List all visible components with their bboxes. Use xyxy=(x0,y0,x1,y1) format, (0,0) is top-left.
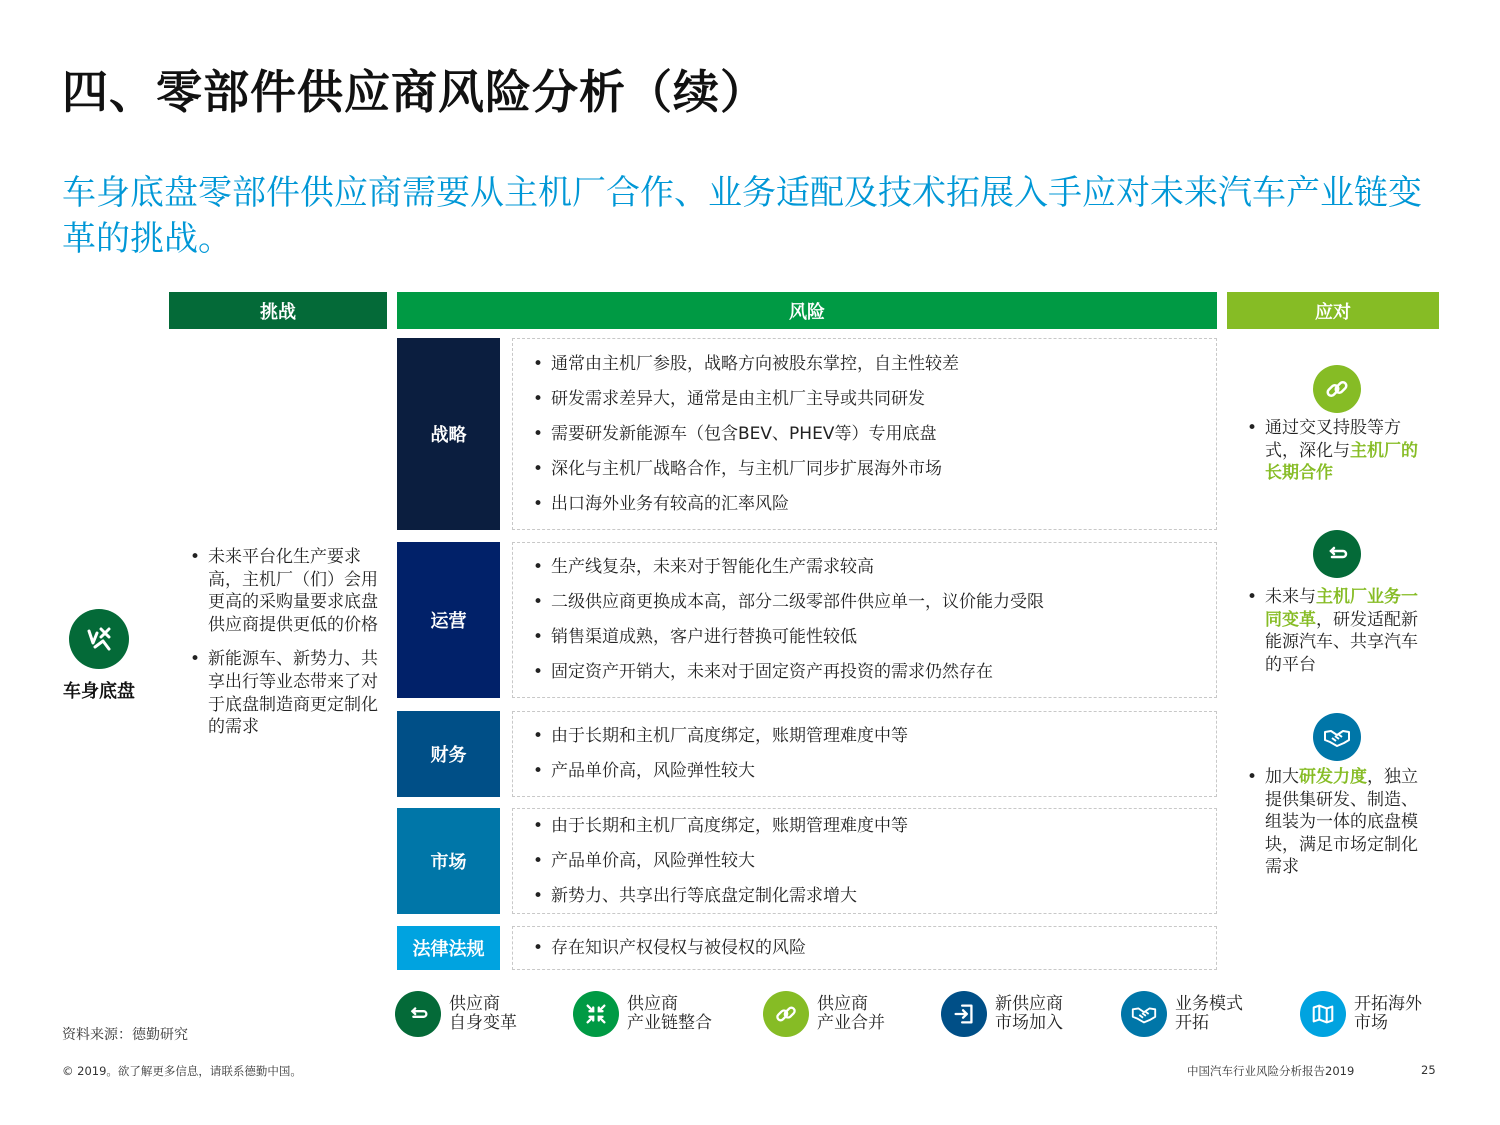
legend-line: 产业合并 xyxy=(817,1013,885,1033)
legend-self-transform xyxy=(395,990,517,1038)
page-subtitle: 车身底盘零部件供应商需要从主机厂合作、业务适配及技术拓展入手应对未来汽车产业链变革的挑战。 xyxy=(62,173,1422,259)
legend-line: 供应商 xyxy=(627,994,678,1014)
response-1: • 通过交叉持股等方式，深化与主机厂的长期合作 xyxy=(1245,417,1430,485)
risk-item: • 销售渠道成熟，客户进行替换可能性较低 xyxy=(531,620,1216,655)
legend-line: 开拓 xyxy=(1175,1013,1209,1033)
page-number: 25 xyxy=(1421,1063,1436,1077)
cycle-icon xyxy=(395,991,441,1037)
challenge-list xyxy=(188,546,378,751)
risk-item: • 由于长期和主机厂高度绑定，账期管理难度中等 xyxy=(531,719,1216,754)
legend-business-model xyxy=(1121,990,1243,1038)
legend-new-entrant xyxy=(941,990,1063,1038)
risk-list-operations xyxy=(512,542,1217,698)
challenge-item: • 新能源车、新势力、共享出行等业态带来了对于底盘制造商更定制化的需求 xyxy=(188,648,378,738)
link-icon xyxy=(763,991,809,1037)
page-title: 四、零部件供应商风险分析（续） xyxy=(62,65,767,119)
risk-item: • 固定资产开销大，未来对于固定资产再投资的需求仍然存在 xyxy=(531,655,1216,690)
risk-list-legal xyxy=(512,926,1217,970)
legend-line: 产业链整合 xyxy=(627,1013,712,1033)
legend-merger xyxy=(763,990,885,1038)
risk-item: • 通常由主机厂参股，战略方向被股东掌控，自主性较差 xyxy=(531,347,1216,382)
legend-line: 开拓海外 xyxy=(1354,994,1422,1014)
legend-line: 业务模式 xyxy=(1175,994,1243,1014)
legend-line: 自身变革 xyxy=(449,1013,517,1033)
source-note: 资料来源：德勤研究 xyxy=(62,1027,188,1043)
map-icon xyxy=(1300,991,1346,1037)
risk-category-market: 市场 xyxy=(397,808,500,914)
legend-line: 供应商 xyxy=(817,994,868,1014)
response-3: • 加大研发力度，独立提供集研发、制造、组装为一体的底盘模块，满足市场定制化需求 xyxy=(1245,766,1430,879)
risk-item: • 存在知识产权侵权与被侵权的风险 xyxy=(531,931,1216,966)
risk-list-market xyxy=(512,808,1217,914)
merge-icon xyxy=(573,991,619,1037)
risk-category-legal: 法律法规 xyxy=(397,926,500,970)
risk-item: • 新势力、共享出行等底盘定制化需求增大 xyxy=(531,879,1216,914)
response-2: • 未来与主机厂业务一同变革，研发适配新能源汽车、共享汽车的平台 xyxy=(1245,586,1430,676)
risk-item: • 产品单价高，风险弹性较大 xyxy=(531,844,1216,879)
legend-line: 供应商 xyxy=(449,994,500,1014)
cycle-icon xyxy=(1313,530,1361,578)
challenge-item: • 未来平台化生产要求高，主机厂（们）会用更高的采购量要求底盘供应商提供更低的价格 xyxy=(188,546,378,636)
enter-icon xyxy=(941,991,987,1037)
chassis-icon xyxy=(69,609,129,669)
challenge-label: 车身底盘 xyxy=(63,681,135,702)
risk-item: • 深化与主机厂战略合作，与主机厂同步扩展海外市场 xyxy=(531,452,1216,487)
footer-copyright: © 2019。欲了解更多信息，请联系德勤中国。 xyxy=(62,1064,302,1078)
legend-line: 市场 xyxy=(1354,1013,1388,1033)
risk-item: • 研发需求差异大，通常是由主机厂主导或共同研发 xyxy=(531,382,1216,417)
risk-list-strategy xyxy=(512,338,1217,530)
risk-item: • 需要研发新能源车（包含BEV、PHEV等）专用底盘 xyxy=(531,417,1216,452)
legend-line: 新供应商 xyxy=(995,994,1063,1014)
header-challenge: 挑战 xyxy=(169,292,387,329)
risk-item: • 产品单价高，风险弹性较大 xyxy=(531,754,1216,789)
risk-item: • 生产线复杂，未来对于智能化生产需求较高 xyxy=(531,550,1216,585)
header-response: 应对 xyxy=(1227,292,1439,329)
legend-overseas xyxy=(1300,990,1422,1038)
handshake-icon xyxy=(1313,713,1361,761)
risk-category-strategy: 战略 xyxy=(397,338,500,530)
risk-item: • 二级供应商更换成本高，部分二级零部件供应单一，议价能力受限 xyxy=(531,585,1216,620)
header-risk: 风险 xyxy=(397,292,1217,329)
risk-list-finance xyxy=(512,711,1217,797)
legend-chain-integration xyxy=(573,990,712,1038)
handshake-icon xyxy=(1121,991,1167,1037)
risk-item: • 出口海外业务有较高的汇率风险 xyxy=(531,487,1216,522)
footer-report-title: 中国汽车行业风险分析报告2019 xyxy=(1187,1064,1355,1078)
risk-category-operations: 运营 xyxy=(397,542,500,698)
risk-item: • 由于长期和主机厂高度绑定，账期管理难度中等 xyxy=(531,809,1216,844)
link-icon xyxy=(1313,365,1361,413)
risk-category-finance: 财务 xyxy=(397,711,500,797)
legend-line: 市场加入 xyxy=(995,1013,1063,1033)
